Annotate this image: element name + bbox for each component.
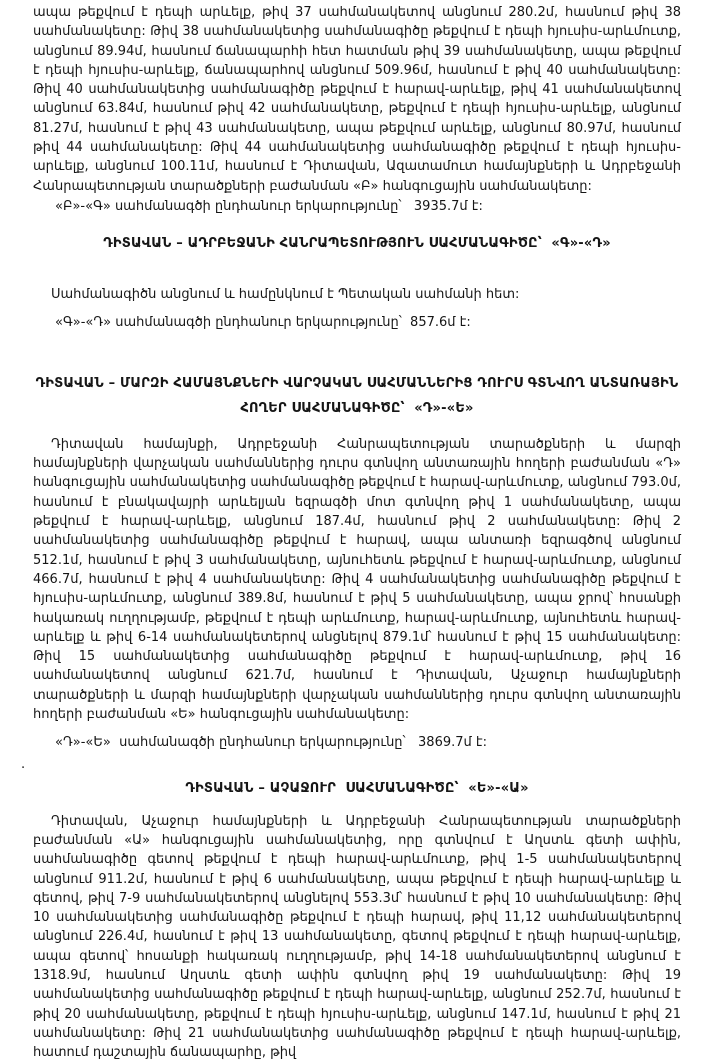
scan-artifact-dot: . (21, 757, 26, 772)
heading-ditavan-azerbaijan-g-d: ԴԻՏԱՎԱՆ – ԱԴՐԲԵՋԱՆԻ ՀԱՆՐԱՊԵՏՈՒԹՅՈՒՆ ՍԱՀՄԱՆԱԳԻԾԸ՝ «Գ»-«Դ» (103, 236, 611, 252)
paragraph-boundary-b-continuation: ապա թեքվում է դեպի արևելք, թիվ 37 սահմանակետով անցնում 280.2մ, հասնում թիվ 38 սահմանակետը: Թիվ 38 սահմանակետից սահմանագիծը թեքվում է դեպի հյուսիս-արևմուտք, անցնում 89.94մ, հասնում ճանապարհի հետ հատման թիվ 39 սահմանակետը, ապա թեքվում է դեպի հյուսիս-արևելք, ճանապարհով անցնում 509.96մ, հասնում է թիվ 40 սահմանակետը: Թիվ 40 սահմանակետից սահմանագիծը թեքվում է հարավ-արևելք, թիվ 41 սահմանակետով անցնում 63.84մ, հասնում թիվ 42 սահմանակետը, թեքվում է դեպի հյուսիս-արևելք, անցնում 81.27մ, հասնում է թիվ 43 սահմանակետը, ապա թեքվում արևելք, անցնում 80.97մ, հասնում թիվ 44 սահմանակետը: Թիվ 44 սահմանակետից սահմանագիծը թեքվում է դեպի հյուսիս-արևելք, անցնում 100.11մ, հասնում է Դիտավան, Ազատամուտ համայնքների և Ադրբեջանի Հանրապետության տարածքների բաժանման «Բ» հանգուցային սահմանակետը: (33, 5, 681, 194)
heading-ditavan-achajur-e-a: ԴԻՏԱՎԱՆ – ԱՉԱՋՈՒՐ ՍԱՀՄԱՆԱԳԻԾԸ՝ «Ե»-«Ա» (185, 780, 529, 796)
heading-ditavan-forest-lands-d-e: ԴԻՏԱՎԱՆ – ՄԱՐԶԻ ՀԱՄԱՅՆՔՆԵՐԻ ՎԱՐՉԱԿԱՆ ՍԱՀՄԱՆՆԵՐԻՑ ԴՈՒՐՍ ԳՏՆՎՈՂ ԱՆՏԱՌԱՅԻՆ ՀՈՂԵՐ ՍԱՀՄԱՆԱԳԻԾԸ՝ «Դ»-«Ե» (35, 375, 679, 416)
total-length-d-e: «Դ»-«Ե» սահմանագծի ընդհանուր երկարությունը՝ 3869.7մ է: (55, 735, 487, 751)
total-length-g-d: «Գ»-«Դ» սահմանագծի ընդհանուր երկարությունը՝ 857.6մ է: (55, 314, 471, 330)
state-border-note: Սահմանագիծն անցնում և համընկնում է Պետական սահմանի հետ: (51, 287, 520, 303)
total-length-b-g: «Բ»-«Գ» սահմանագծի ընդհանուր երկարությունը՝ 3935.7մ է: (55, 198, 483, 214)
paragraph-boundary-d-e: Դիտավան համայնքի, Ադրբեջանի Հանրապետության տարածքների և մարզի համայնքների վարչական սահմաններից դուրս գտնվող անտառային հողերի բաժանման «Դ» հանգուցային սահմանակետից սահմանագիծը թեքվում է հարավ-արևմուտք, անցնում 793.0մ, հասնում է բնակավայրի արևելյան եզրագծի մոտ գտնվող թիվ 1 սահմանակետը, ապա թեքվում է հարավ-արևելք, անցնում 187.4մ, հասնում թիվ 2 սահմանակետը: Թիվ 2 սահմանակետից սահմանագիծը թեքվում է հարավ, ապա անտառի եզրագծով անցնում 512.1մ, հասնում է թիվ 3 սահմանակետը, այնուհետև թեքվում է հարավ-արևմուտք, անցնում 466.7մ, հասնում է թիվ 4 սահմանակետը: Թիվ 4 սահմանակետից սահմանագիծը թեքվում է հյուսիս-արևմուտք, անցնում 389.8մ, հասնում է թիվ 5 սահմանակետը, ապա ջրով՝ հոսանքի հակառակ ուղղությամբ, թեքվում է դեպի արևմուտք, հարավ-արևմուտք, այնուհետև հարավ-արևելք և թիվ 6-14 սահմանակետերով անցնելով 879.1մ՝ հասնում է թիվ 15 սահմանակետը: Թիվ 15 սահմանակետից սահմանագիծը թեքվում է հարավ-արևմուտք, թիվ 16 սահմանակետով անցնում 621.7մ, հասնում է Դիտավան, Աչաջուր համայնքների տարածքների և մարզի համայնքների վարչական սահմաններից դուրս գտնվող անտառային հողերի բաժանման «Ե» հանգուցային սահմանակետը: (33, 436, 681, 723)
paragraph-boundary-e-a: Դիտավան, Աչաջուր համայնքների և Ադրբեջանի Հանրապետության տարածքների բաժանման «Ա» հանգուցային սահմանակետից, որը գտնվում է Աղստև գետի ափին, սահմանագիծը գետով թեքվում է դեպի հարավ-արևմուտք, թիվ 1-5 սահմանակետերով անցնում 911.2մ, հասնում է թիվ 6 սահմանակետը, ապա թեքվում է դեպի հարավ-արևելք և գետով, թիվ 7-9 սահմանակետերով անցնելով 553.3մ՝ հասնում է թիվ 10 սահմանակետը: Թիվ 10 սահմանակետից սահմանագիծը թեքվում է դեպի հարավ, թիվ 11,12 սահմանակետերով անցնում 226.4մ, հասնում է թիվ 13 սահմանակետը, գետով թեքվում է դեպի հարավ-արևելք, ապա գետով՝ հոսանքի հակառակ ուղղությամբ, թիվ 14-18 սահմանակետերով անցնում է 1318.9մ, հասնում Աղստև գետի ափին գտնվող թիվ 19 սահմանակետը: Թիվ 19 սահմանակետից սահմանագիծը թեքվում է դեպի հարավ-արևելք, անցնում 252.7մ, հասնում է թիվ 20 սահմանակետը, թեքվում է դեպի հյուսիս-արևելք, անցնում 147.1մ, հասնում է թիվ 21 սահմանակետը: Թիվ 21 սահմանակետից սահմանագիծը թեքվում է դեպի հարավ-արևելք, հատում դաշտային ճանապարհը, թիվ (33, 813, 681, 1061)
